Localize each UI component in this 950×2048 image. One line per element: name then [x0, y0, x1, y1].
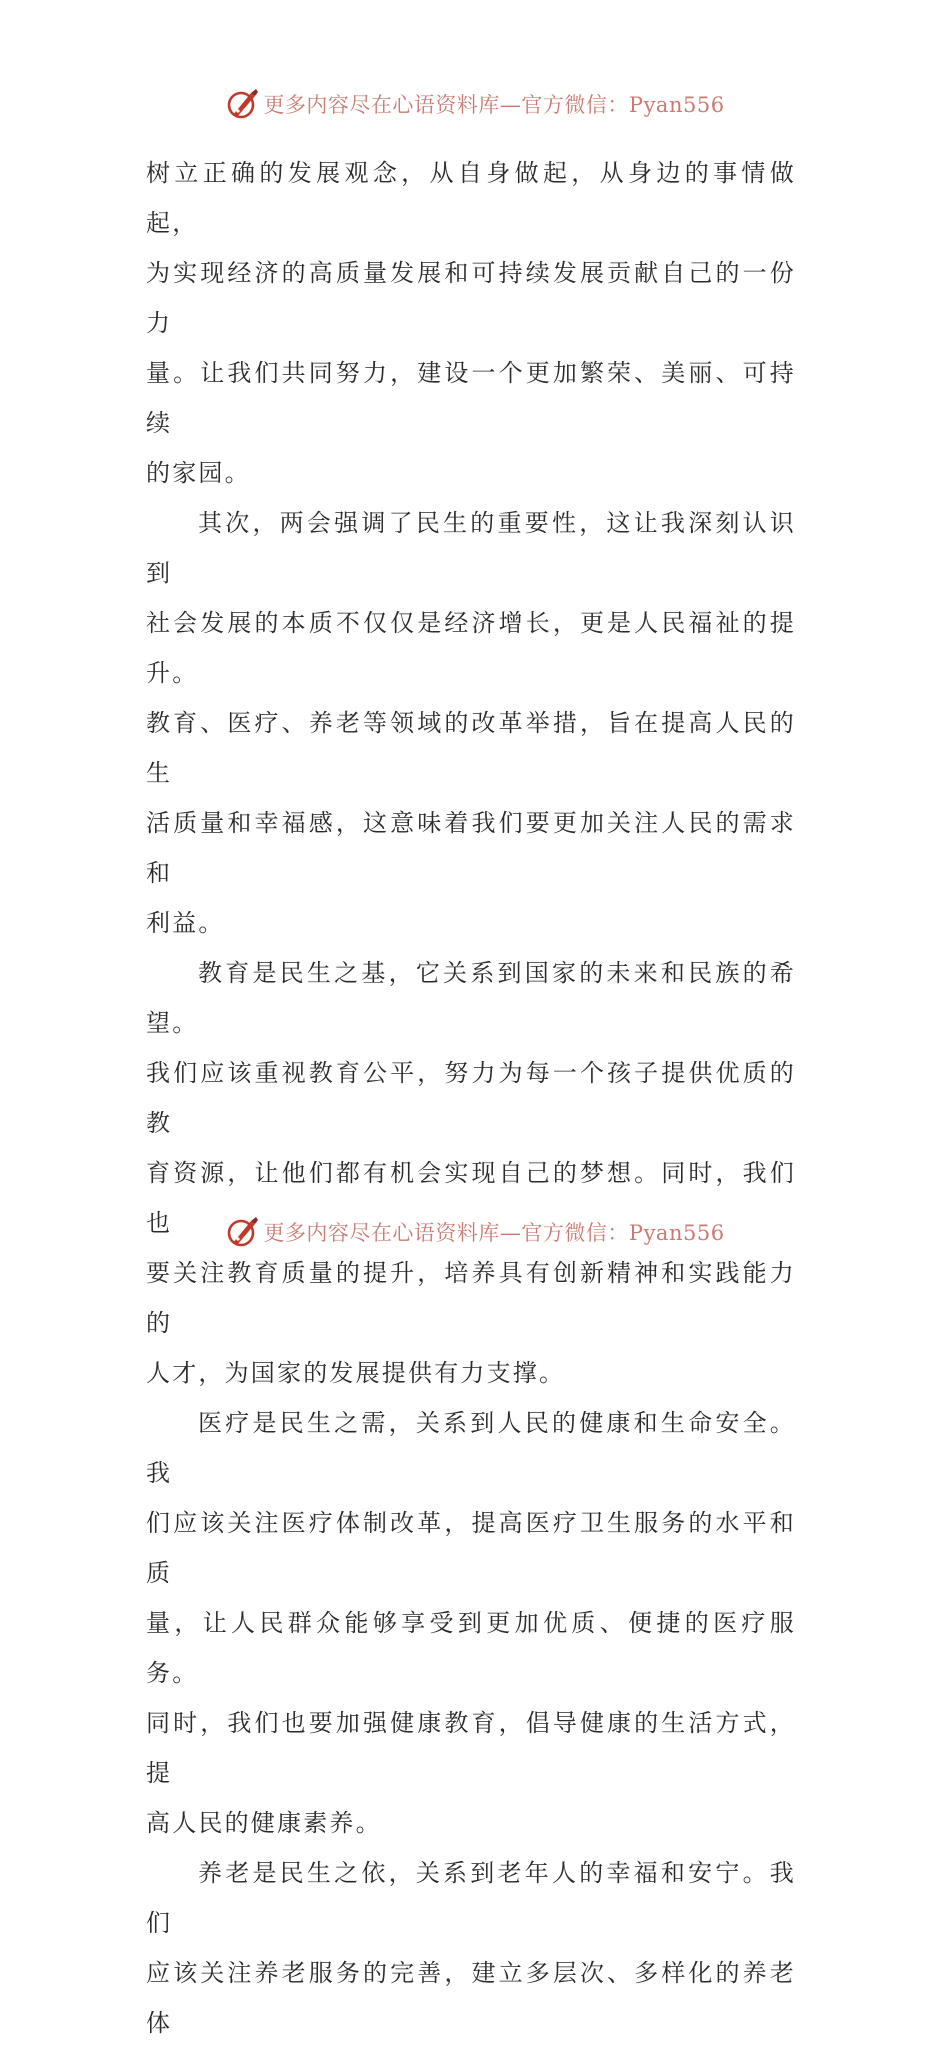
paragraph-3: [146, 948, 796, 1398]
footer-watermark-banner: [0, 1212, 950, 1252]
paragraph-2: [146, 498, 796, 948]
text-line: 树立正确的发展观念，从自身做起，从身边的事情做起，: [146, 159, 796, 237]
text-line: 们应该关注医疗体制改革，提高医疗卫生服务的水平和质: [146, 1509, 796, 1587]
document-body: [146, 148, 796, 2048]
text-line: 养老是民生之依，关系到老年人的幸福和安宁。我们: [146, 1859, 796, 1937]
paragraph-1: [146, 148, 796, 498]
text-line: 为实现经济的高质量发展和可持续发展贡献自己的一份力: [146, 259, 796, 337]
text-line: 医疗是民生之需，关系到人民的健康和生命安全。我: [146, 1409, 796, 1487]
text-line: 同时，我们也要加强健康教育，倡导健康的生活方式，提: [146, 1709, 796, 1787]
text-line: 育资源，让他们都有机会实现自己的梦想。同时，我们也: [146, 1159, 796, 1237]
text-line: 量，让人民群众能够享受到更加优质、便捷的医疗服务。: [146, 1609, 796, 1687]
text-line: 社会发展的本质不仅仅是经济增长，更是人民福祉的提升。: [146, 609, 796, 687]
paragraph-4: [146, 1398, 796, 1848]
text-line: 活质量和幸福感，这意味着我们要更加关注人民的需求和: [146, 809, 796, 887]
text-line: 应该关注养老服务的完善，建立多层次、多样化的养老体: [146, 1959, 796, 2037]
text-line: 教育、医疗、养老等领域的改革举措，旨在提高人民的生: [146, 709, 796, 787]
text-line: 人才，为国家的发展提供有力支撑。: [146, 1359, 566, 1387]
text-line: 高人民的健康素养。: [146, 1809, 382, 1837]
paragraph-5: [146, 1848, 796, 2048]
watermark-text: 更多内容尽在心语资料库—官方微信：Pyan556: [263, 93, 725, 117]
watermark-text: 更多内容尽在心语资料库—官方微信：Pyan556: [263, 1221, 725, 1245]
text-line: 的家园。: [146, 459, 251, 487]
header-watermark-banner: [0, 84, 950, 124]
text-line: 量。让我们共同努力，建设一个更加繁荣、美丽、可持续: [146, 359, 796, 437]
text-line: 利益。: [146, 909, 225, 937]
pen-nib-logo-icon: [225, 1215, 259, 1249]
pen-nib-logo-icon: [225, 87, 259, 121]
text-line: 其次，两会强调了民生的重要性，这让我深刻认识到: [146, 509, 796, 587]
text-line: 教育是民生之基，它关系到国家的未来和民族的希望。: [146, 959, 796, 1037]
text-line: 我们应该重视教育公平，努力为每一个孩子提供优质的教: [146, 1059, 796, 1137]
text-line: 要关注教育质量的提升，培养具有创新精神和实践能力的: [146, 1259, 796, 1337]
